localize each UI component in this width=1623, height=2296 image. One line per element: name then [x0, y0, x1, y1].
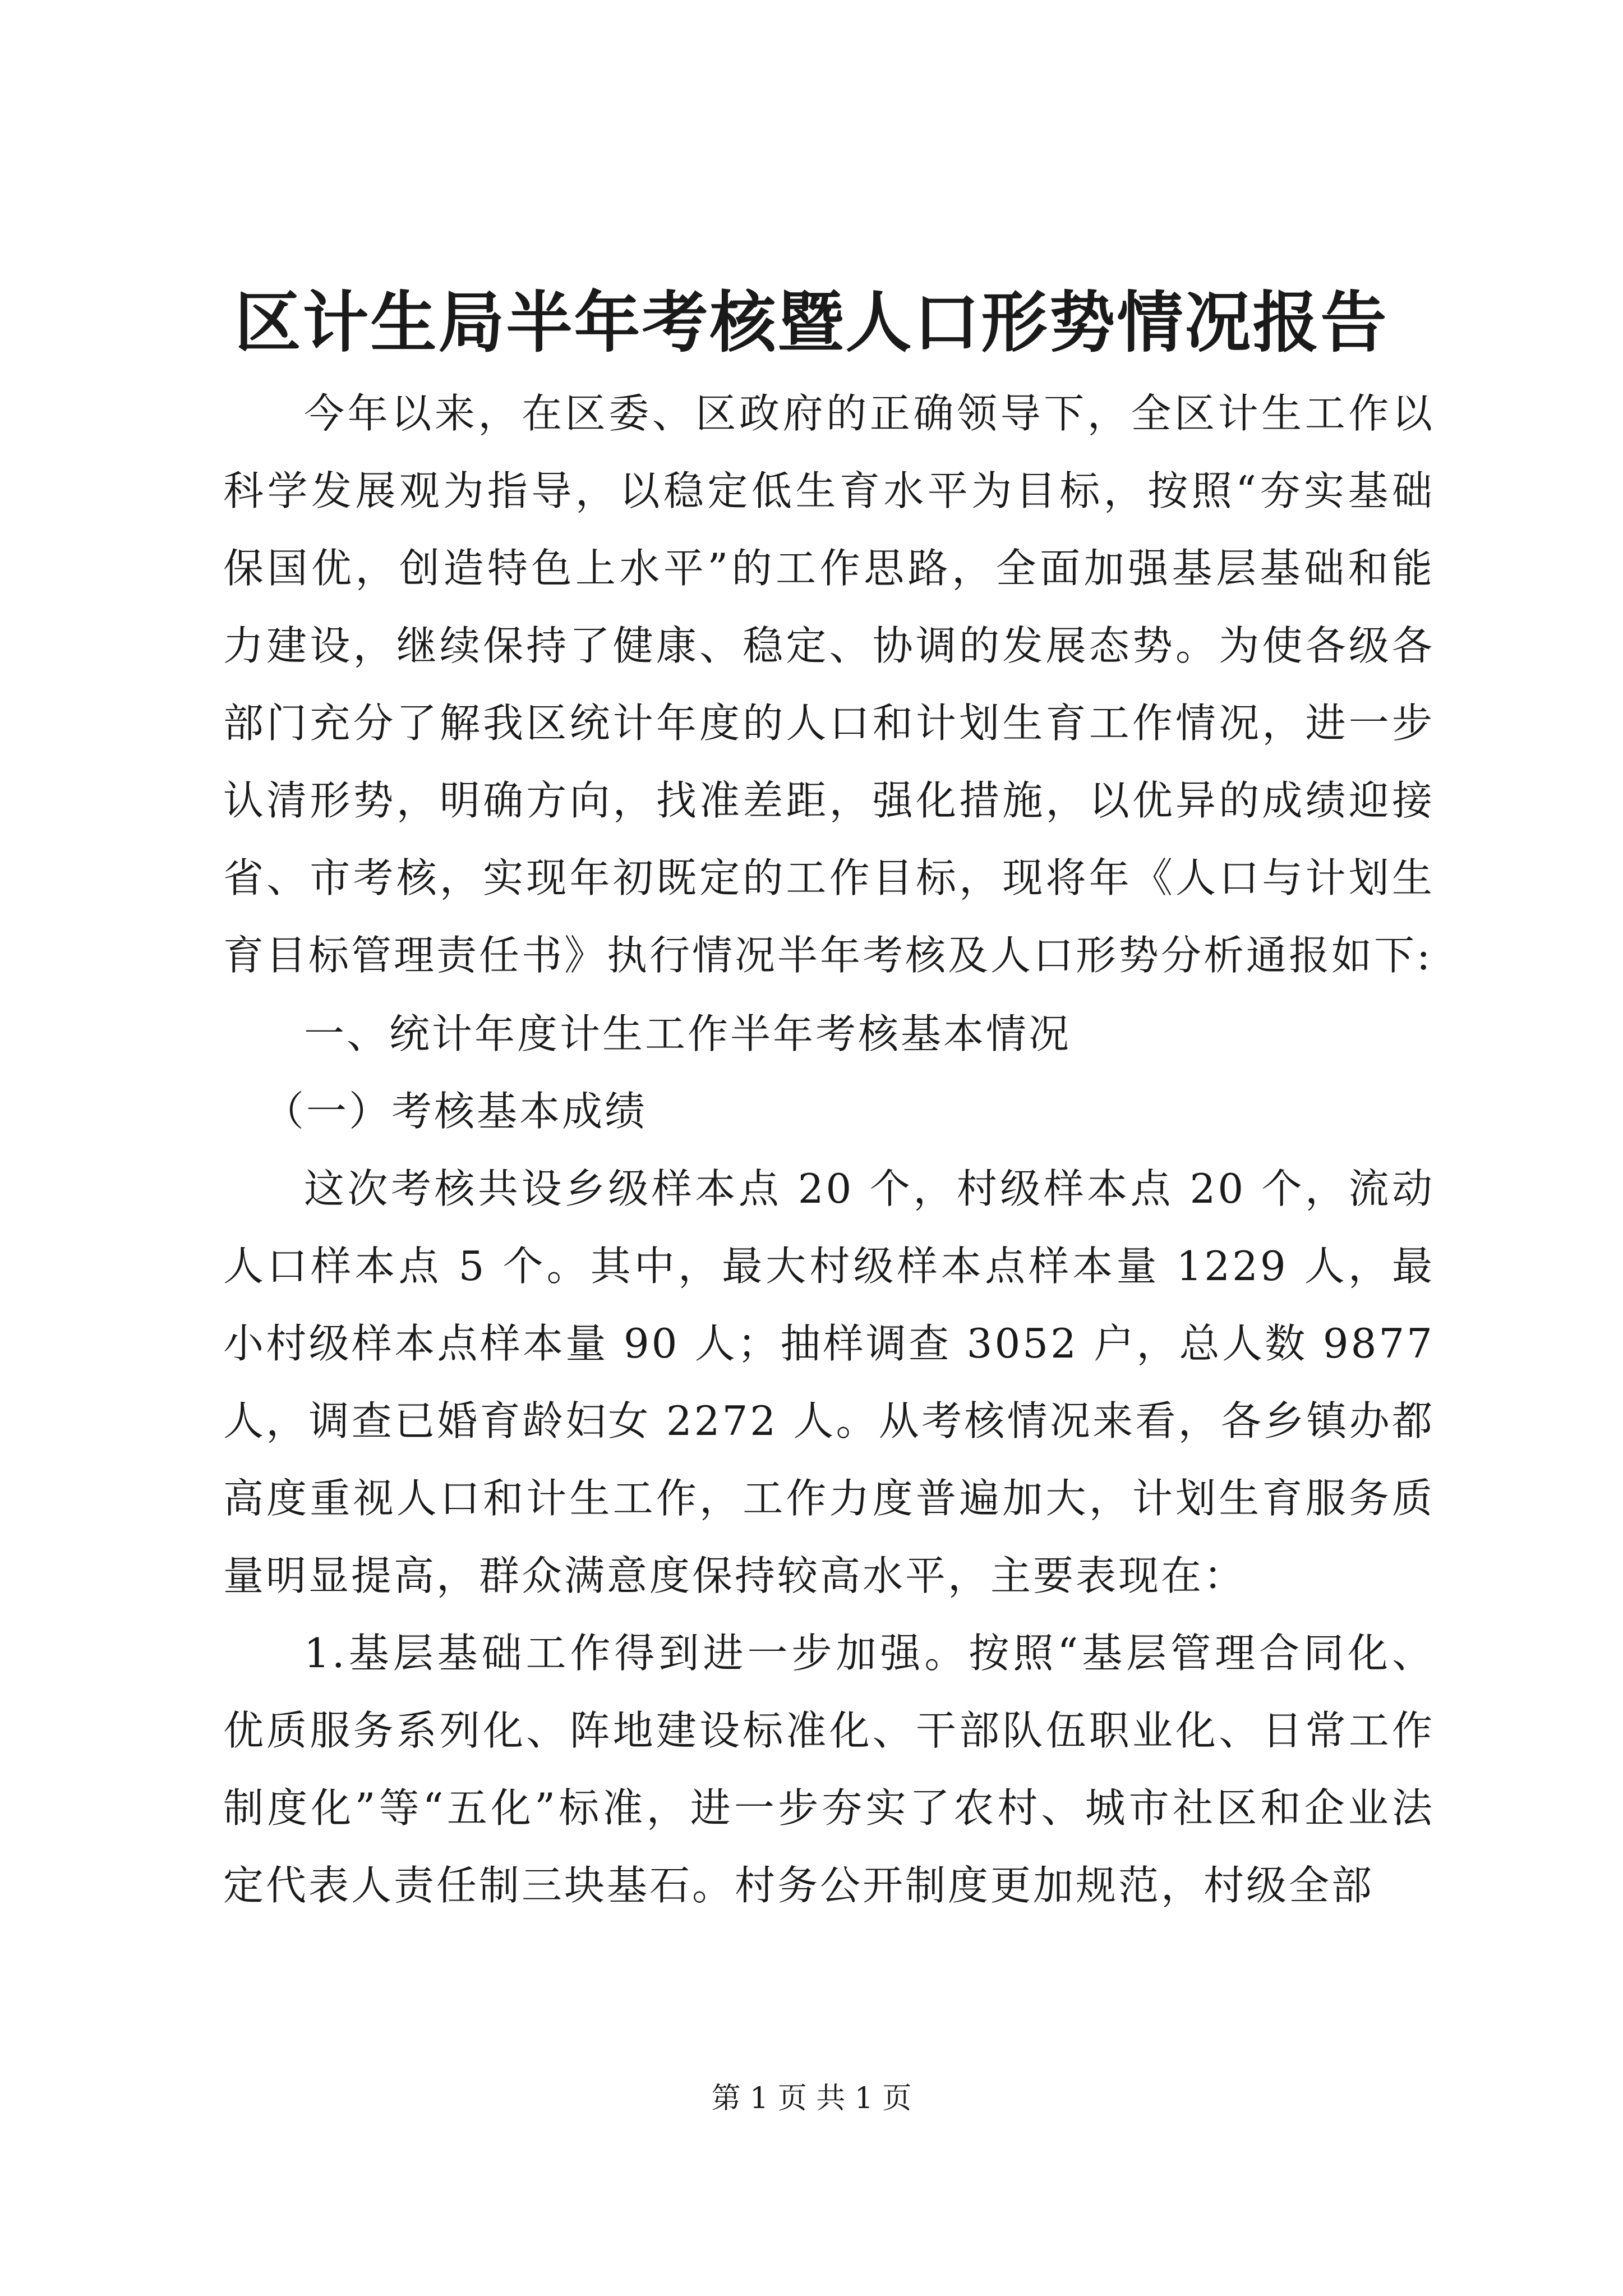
survey-paragraph: 这次考核共设乡级样本点 20 个，村级样本点 20 个，流动人口样本点 5 个。其中，最大村级样本点样本量 1229 人，最小村级样本点样本量 90 人；抽样调查 3052 户，总人数 9877 人，调查已婚育龄妇女 2272 人。从考核情况来看，各乡镇办都高度重视人口和计生工作，工作力度普遍加大，计划生育服务质量明显提高，群众满意度保持较高水平，主要表现在： [223, 1165, 1435, 1599]
section-heading: 一、统计年度计生工作半年考核基本情况 [304, 1010, 1072, 1057]
subsection-heading: （一）考核基本成绩 [264, 1088, 648, 1135]
document-body [223, 375, 1435, 1924]
document-title: 区计生局半年考核暨人口形势情况报告 [234, 283, 1389, 361]
point-one-paragraph: 1.基层基础工作得到进一步加强。按照“基层管理合同化、优质服务系列化、阵地建设标准化、干部队伍职业化、日常工作制度化”等“五化”标准，进一步夯实了农村、城市社区和企业法定代表人责任制三块基石。村务公开制度更加规范，村级全部 [223, 1630, 1435, 1909]
page-footer: 第 1 页 共 1 页 [711, 2082, 912, 2115]
intro-paragraph: 今年以来，在区委、区政府的正确领导下，全区计生工作以科学发展观为指导，以稳定低生育水平为目标，按照“夯实基础保国优，创造特色上水平”的工作思路，全面加强基层基础和能力建设，继续保持了健康、稳定、协调的发展态势。为使各级各部门充分了解我区统计年度的人口和计划生育工作情况，进一步认清形势，明确方向，找准差距，强化措施，以优异的成绩迎接省、市考核，实现年初既定的工作目标，现将年《人口与计划生育目标管理责任书》执行情况半年考核及人口形势分析通报如下: [223, 390, 1435, 979]
